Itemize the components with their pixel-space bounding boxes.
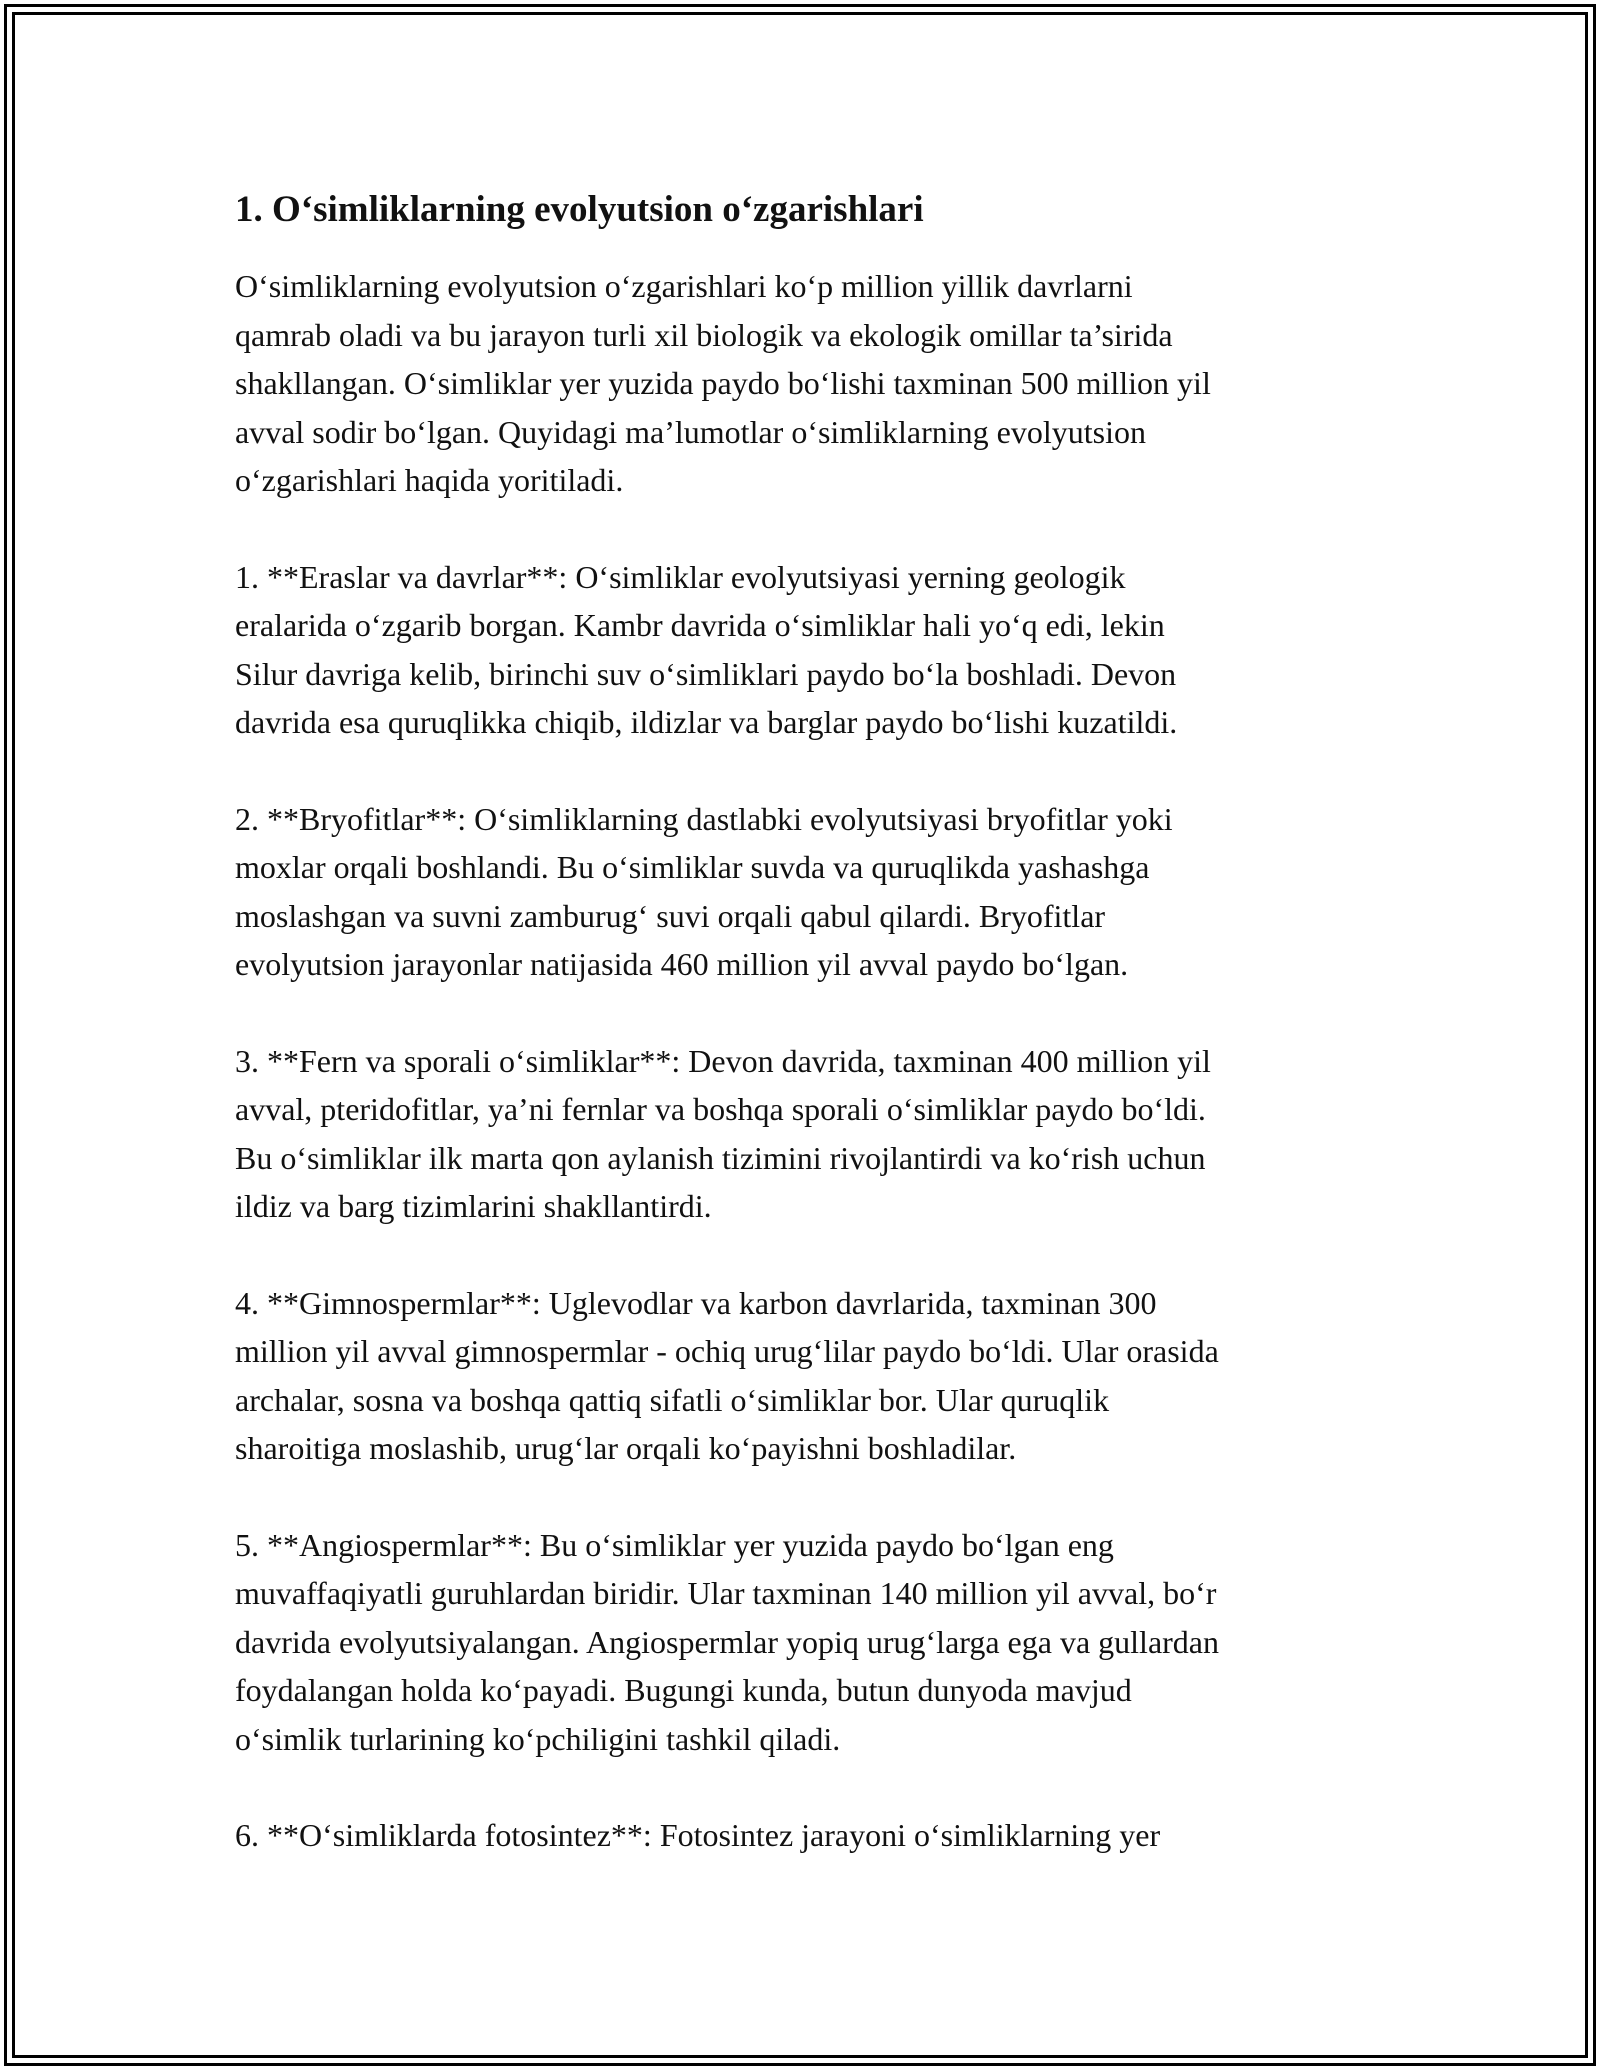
- paragraph-line: qamrab oladi va bu jarayon turli xil biologik va ekologik omillar ta’sirida: [235, 316, 1173, 353]
- paragraph-line: muvaffaqiyatli guruhlardan biridir. Ular taxminan 140 million yil avval, bo‘r: [235, 1575, 1217, 1612]
- paragraph-line: shakllangan. O‘simliklar yer yuzida paydo bo‘lishi taxminan 500 million yil: [235, 365, 1211, 402]
- section-heading: 1. O‘simliklarning evolyutsion o‘zgarishlari: [235, 189, 924, 230]
- paragraph-line: 5. **Angiospermlar**: Bu o‘simliklar yer yuzida paydo bo‘lgan eng: [235, 1526, 1114, 1563]
- paragraph-line: sharoitiga moslashib, urug‘lar orqali ko‘payishni boshladilar.: [235, 1430, 1017, 1467]
- paragraph-line: million yil avval gimnospermlar - ochiq urug‘lilar paydo bo‘ldi. Ular orasida: [235, 1333, 1219, 1370]
- paragraph-line: O‘simliklarning evolyutsion o‘zgarishlari ko‘p million yillik davrlarni: [235, 268, 1133, 305]
- paragraph-line: 6. **O‘simliklarda fotosintez**: Fotosintez jarayoni o‘simliklarning yer: [235, 1817, 1161, 1854]
- paragraph-line: ildiz va barg tizimlarini shakllantirdi.: [235, 1188, 712, 1225]
- paragraph-line: moxlar orqali boshlandi. Bu o‘simliklar suvda va quruqlikda yashashga: [235, 849, 1150, 886]
- list-item-bryophytes: [235, 795, 1375, 989]
- paragraph-line: o‘simlik turlarining ko‘pchiligini tashkil qiladi.: [235, 1720, 841, 1757]
- paragraph-line: moslashgan va suvni zamburug‘ suvi orqali qabul qilardi. Bryofitlar: [235, 897, 1106, 934]
- paragraph-line: davrida esa quruqlikka chiqib, ildizlar va barglar paydo bo‘lishi kuzatildi.: [235, 704, 1178, 741]
- paragraph-line: eralarida o‘zgarib borgan. Kambr davrida o‘simliklar hali yo‘q edi, lekin: [235, 607, 1165, 644]
- paragraph-line: avval sodir bo‘lgan. Quyidagi ma’lumotlar o‘simliklarning evolyutsion: [235, 413, 1146, 450]
- list-item-photosynthesis: [235, 1811, 1375, 1859]
- paragraph-line: davrida evolyutsiyalangan. Angiospermlar yopiq urug‘larga ega va gullardan: [235, 1623, 1219, 1660]
- paragraph-line: 1. **Eraslar va davrlar**: O‘simliklar evolyutsiyasi yerning geologik: [235, 558, 1126, 595]
- paragraph-line: o‘zgarishlari haqida yoritiladi.: [235, 462, 624, 499]
- intro-paragraph: [235, 262, 1375, 504]
- list-item-angiosperms: [235, 1521, 1375, 1763]
- list-item-ferns: [235, 1037, 1375, 1231]
- list-item-gymnosperms: [235, 1279, 1375, 1473]
- paragraph-line: 3. **Fern va sporali o‘simliklar**: Devon davrida, taxminan 400 million yil: [235, 1042, 1211, 1079]
- document-body: [235, 188, 1375, 1908]
- list-item-eras: [235, 553, 1375, 747]
- paragraph-line: Silur davriga kelib, birinchi suv o‘simliklari paydo bo‘la boshladi. Devon: [235, 655, 1177, 692]
- paragraph-line: evolyutsion jarayonlar natijasida 460 million yil avval paydo bo‘lgan.: [235, 946, 1129, 983]
- paragraph-line: 2. **Bryofitlar**: O‘simliklarning dastlabki evolyutsiyasi bryofitlar yoki: [235, 800, 1173, 837]
- paragraph-line: Bu o‘simliklar ilk marta qon aylanish tizimini rivojlantirdi va ko‘rish uchun: [235, 1139, 1206, 1176]
- paragraph-line: 4. **Gimnospermlar**: Uglevodlar va karbon davrlarida, taxminan 300: [235, 1284, 1157, 1321]
- paragraph-line: avval, pteridofitlar, ya’ni fernlar va boshqa sporali o‘simliklar paydo bo‘ldi.: [235, 1091, 1206, 1128]
- paragraph-line: foydalangan holda ko‘payadi. Bugungi kunda, butun dunyoda mavjud: [235, 1672, 1132, 1709]
- paragraph-line: archalar, sosna va boshqa qattiq sifatli o‘simliklar bor. Ular quruqlik: [235, 1381, 1110, 1418]
